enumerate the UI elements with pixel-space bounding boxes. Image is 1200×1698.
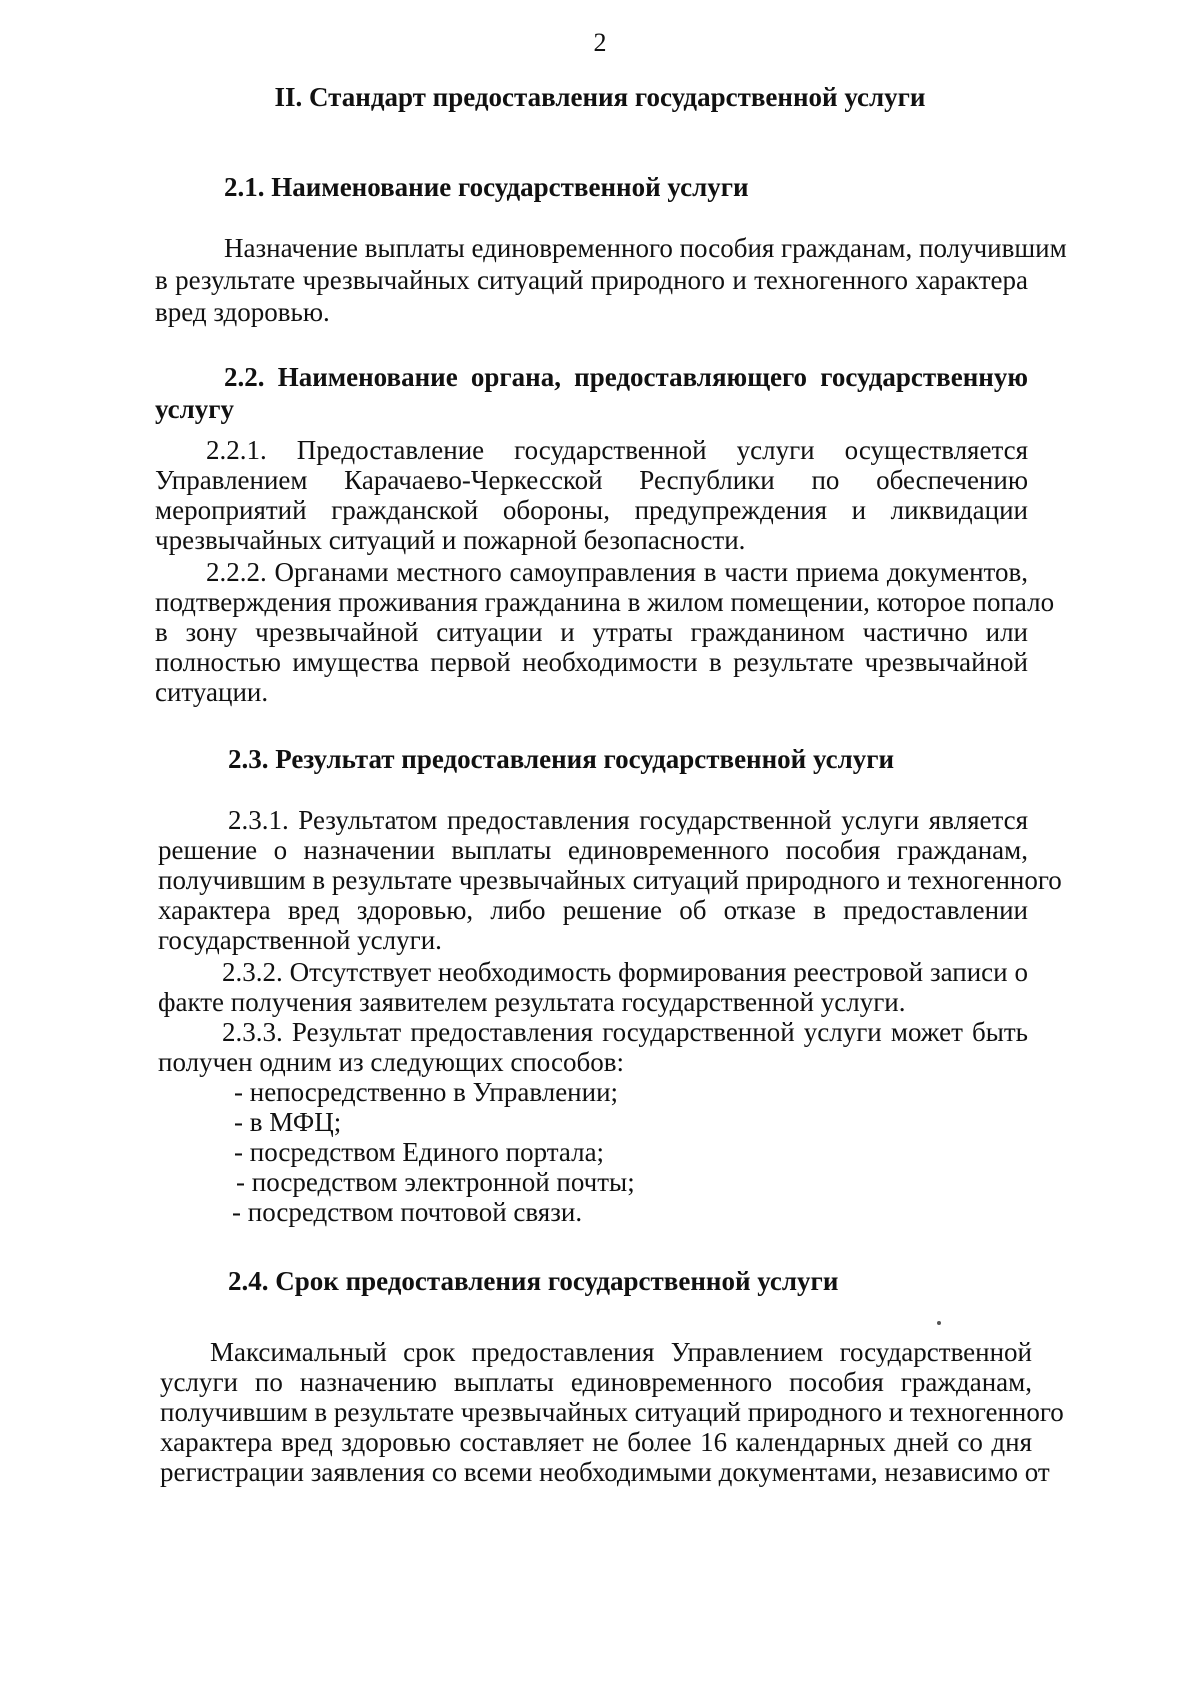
section-2-3-1-line-3: получившим в результате чрезвычайных ситуаций природного и техногенного	[158, 865, 1062, 895]
section-2-2-2-line-4: полностью имущества первой необходимости в результате чрезвычайной	[155, 647, 1028, 677]
section-2-3-2-line-1: 2.3.2. Отсутствует необходимость формирования реестровой записи о	[222, 957, 1028, 987]
section-2-2-2-line-3: в зону чрезвычайной ситуации и утраты гражданином частично или	[155, 617, 1028, 647]
section-2-2-1-line-4: чрезвычайных ситуаций и пожарной безопасности.	[155, 525, 746, 555]
section-2-3-1-line-1: 2.3.1. Результатом предоставления государственной услуги является	[228, 805, 1028, 835]
chapter-title: II. Стандарт предоставления государственной услуги	[274, 82, 926, 112]
section-2-4-heading: 2.4. Срок предоставления государственной услуги	[228, 1266, 839, 1296]
section-2-4-line-5: регистрации заявления со всеми необходимыми документами, независимо от	[160, 1457, 1050, 1487]
section-2-1-line-3: вред здоровью.	[155, 297, 330, 327]
section-2-3-3-line-1: 2.3.3. Результат предоставления государственной услуги может быть	[222, 1017, 1028, 1047]
delivery-method-item: - посредством Единого портала;	[234, 1137, 605, 1167]
delivery-method-item: - посредством электронной почты;	[236, 1167, 635, 1197]
section-2-2-heading: 2.2. Наименование органа, предоставляющего государственную	[224, 362, 1028, 392]
delivery-method-item: - непосредственно в Управлении;	[234, 1077, 619, 1107]
delivery-method-item: - посредством почтовой связи.	[232, 1197, 583, 1227]
section-2-2-heading-cont: услугу	[155, 394, 235, 424]
section-2-3-1-line-5: государственной услуги.	[158, 925, 442, 955]
section-2-3-1-line-4: характера вред здоровью, либо решение об отказе в предоставлении	[158, 895, 1028, 925]
section-2-2-1-line-3: мероприятий гражданской обороны, предупреждения и ликвидации	[155, 495, 1028, 525]
section-2-3-2-line-2: факте получения заявителем результата государственной услуги.	[158, 987, 906, 1017]
section-2-1-line-1: Назначение выплаты единовременного пособия гражданам, получившим	[224, 233, 1067, 263]
section-2-1-line-2: в результате чрезвычайных ситуаций природного и техногенного характера	[155, 265, 1028, 295]
section-2-4-line-2: услуги по назначению выплаты единовременного пособия гражданам,	[160, 1367, 1032, 1397]
section-2-2-1-line-2: Управлением Карачаево-Черкесской Республики по обеспечению	[155, 465, 1028, 495]
section-2-3-3-line-2: получен одним из следующих способов:	[158, 1047, 624, 1077]
section-2-2-2-line-5: ситуации.	[155, 677, 269, 707]
delivery-method-item: - в МФЦ;	[234, 1107, 342, 1137]
section-2-2-2-line-2: подтверждения проживания гражданина в жилом помещении, которое попало	[155, 587, 1055, 617]
page-number: 2	[593, 28, 607, 57]
scan-speck	[937, 1321, 941, 1325]
section-2-4-line-4: характера вред здоровью составляет не более 16 календарных дней со дня	[160, 1427, 1032, 1457]
section-2-3-heading: 2.3. Результат предоставления государственной услуги	[228, 744, 895, 774]
section-2-3-1-line-2: решение о назначении выплаты единовременного пособия гражданам,	[158, 835, 1028, 865]
section-2-2-1-line-1: 2.2.1. Предоставление государственной услуги осуществляется	[206, 435, 1028, 465]
section-2-1-heading: 2.1. Наименование государственной услуги	[224, 172, 749, 202]
section-2-2-2-line-1: 2.2.2. Органами местного самоуправления в части приема документов,	[206, 557, 1028, 587]
section-2-4-line-3: получившим в результате чрезвычайных ситуаций природного и техногенного	[160, 1397, 1064, 1427]
section-2-4-line-1: Максимальный срок предоставления Управлением государственной	[210, 1337, 1032, 1367]
